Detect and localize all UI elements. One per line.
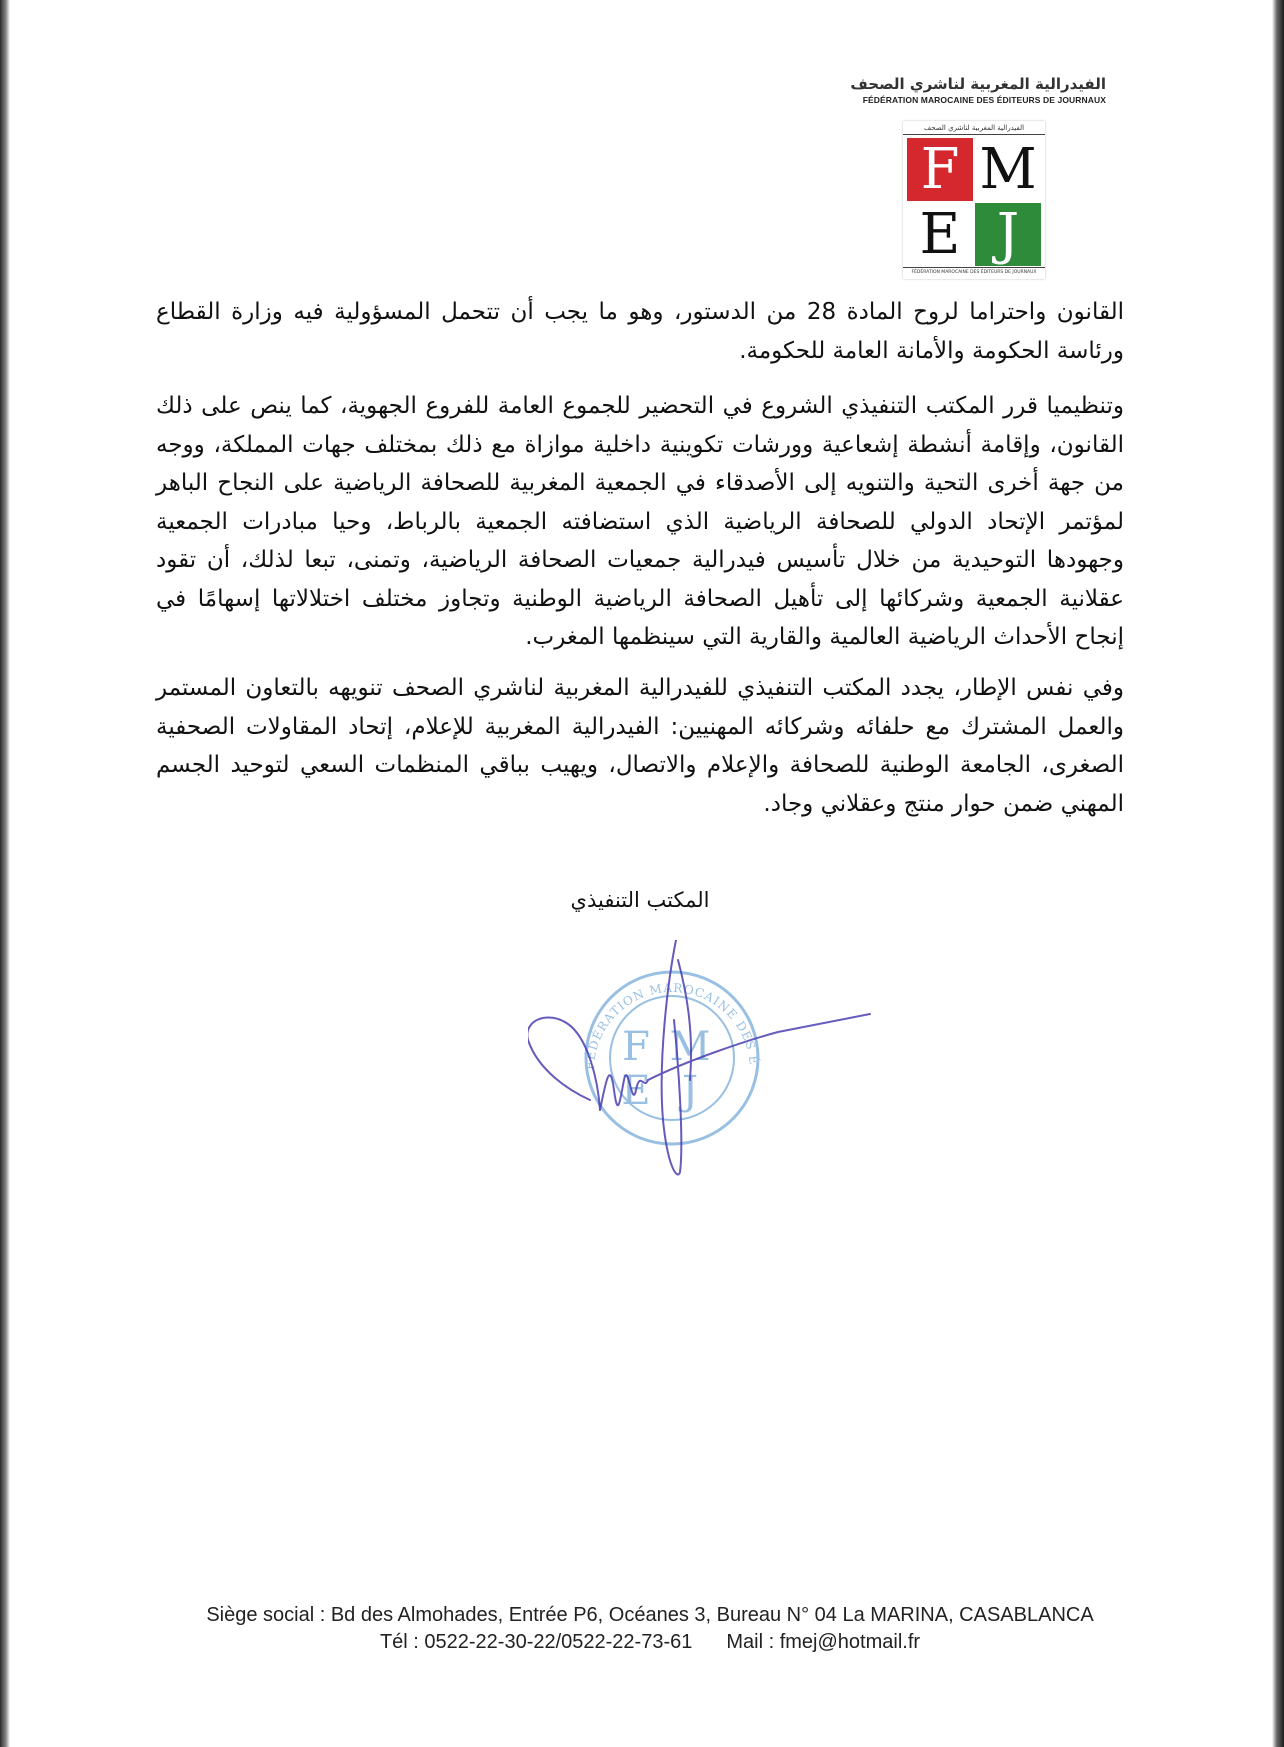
logo-bottom-text: FÉDÉRATION MAROCAINE DES ÉDITEURS DE JOURNAUX [903,267,1045,278]
body-paragraph-3: وفي نفس الإطار، يجدد المكتب التنفيذي للفيدرالية المغربية لناشري الصحف تنويهه بالتعاون المستمر والعمل المشترك مع حلفائه وشركائه المهنيين: الفيدرالية المغربية للإعلام، إتحاد المقاولات الصحفية الصغرى، الجامعة الوطنية للصحافة والإعلام والاتصال، ويهيب بباقي المنظمات السعي لتوحيد الجسم المهني ضمن حوار منتج وعقلاني وجاد. [156,675,1124,817]
stamp-letter-e: E [621,1068,651,1114]
org-name-french: FÉDÉRATION MAROCAINE DES ÉDITEURS DE JOURNAUX [862,95,1106,105]
stamp-letter-f: F [622,1024,650,1070]
signature-title: المكتب التنفيذي [570,888,710,912]
body-paragraph-2: وتنظيميا قرر المكتب التنفيذي الشروع في التحضير للجموع العامة للفروع الجهوية، كما ينص على ذلك القانون، وإقامة أنشطة إشعاعية وورشات تكوينية داخلية موازاة مع ذلك بمختلف جهات المملكة، ووجه من جهة أخرى التحية والتنويه إلى الأصدقاء في الجمعية المغربية للصحافة الرياضية على النجاح الباهر لمؤتمر الإتحاد الدولي للصحافة الرياضية الذي استضافته الجمعية بالرباط، وحيا مبادرات الجمعية وجهودها التوحيدية من خلال تأسيس فيدرالية جمعيات الصحافة الرياضية، وتمنى، تبعا لذلك، أن تقود عقلانية الجمعية وشركائها إلى تأهيل الصحافة الرياضية الوطنية وتجاوز مختلف اختلالاتها إسهامًا في إنجاح الأحداث الرياضية العالمية والقارية التي سينظمها المغرب. [156,393,1124,650]
page-right-shadow [1272,0,1284,1747]
org-name-arabic: الفيدرالية المغربية لناشري الصحف [850,75,1106,93]
body-paragraph-1: القانون واحتراما لروح المادة 28 من الدستور، وهو ما يجب أن تتحمل المسؤولية فيه وزارة القطاع ورئاسة الحكومة والأمانة العامة للحكومة. [156,299,1125,364]
page-left-shadow [0,0,10,1747]
official-stamp [528,940,762,1144]
stamp-letter-m: M [669,1024,711,1070]
logo-letter-e: E [907,203,973,266]
footer-address: Siège social : Bd des Almohades, Entrée P6, Océanes 3, Bureau N° 04 La MARINA, CASABLANCA [206,1604,1094,1626]
stamp-letter-j: J [681,1068,699,1114]
footer-mail: Mail : fmej@hotmail.fr [726,1631,921,1653]
fmej-logo [903,121,1045,279]
logo-letter-f: F [907,138,973,201]
footer-contact [50,1631,1250,1654]
logo-letter-j: J [975,203,1041,266]
logo-top-text: الفيدرالية المغربية لناشري الصحف [903,123,1045,135]
letterhead [816,74,1106,107]
stamp-and-signature [528,940,878,1180]
footer-phone: Tél : 0522-22-30-22/0522-22-73-61 [379,1631,693,1653]
logo-letter-m: M [975,138,1041,201]
stamp-ring-textpath: FÉDÉRATION MAROCAINE DES É [582,980,761,1071]
stamp-svg [528,940,878,1180]
